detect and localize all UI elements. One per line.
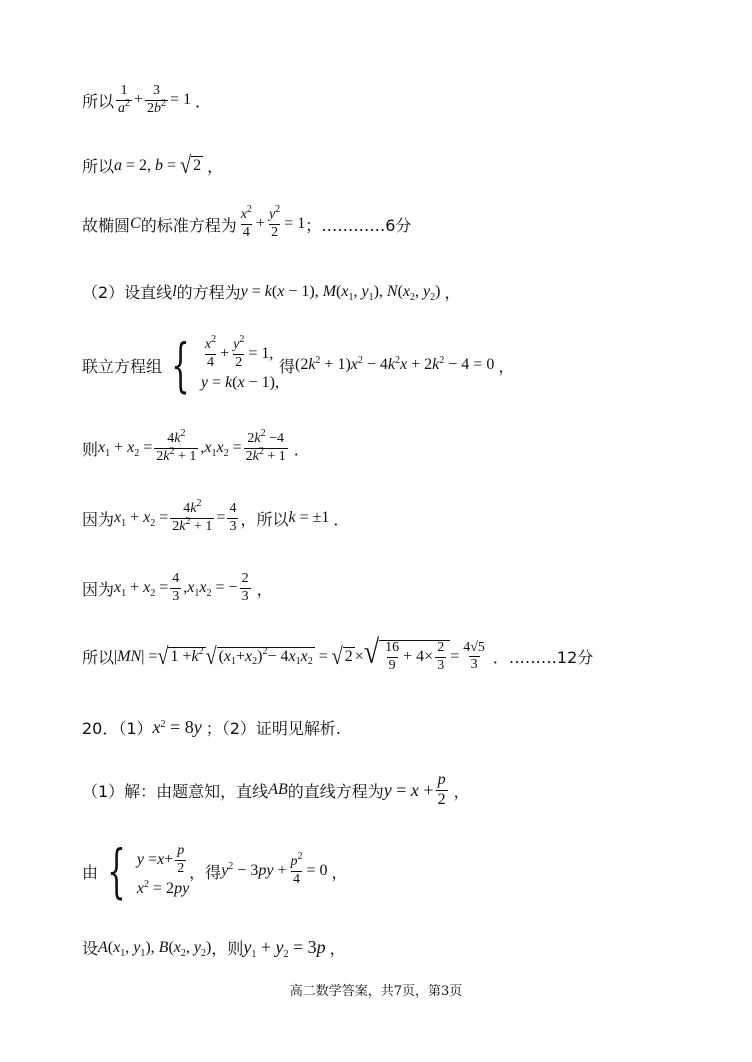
line-3-prefix: 故椭圆 (82, 215, 131, 235)
fraction-3-over-2b2: $\frac{3}{2b^2}$ (147, 83, 167, 116)
fraction-1-over-a2: $\frac{1}{a^2}$ (118, 83, 131, 116)
line-10-prefix: 20．（1） (82, 719, 153, 738)
line-10 (82, 716, 341, 739)
line-4-prefix: （2）设直线 (82, 283, 173, 302)
line-2: 所以 a = 2, b = √ 2 ， (82, 152, 224, 179)
fraction-sum-roots: $\frac{4k^2}{2k^2 + 1}$ (156, 428, 197, 464)
equation-system: $\frac{x^2}{4}$ + $\frac{y^2}{2}$ = 1, y = k(x − 1), (200, 333, 279, 392)
line-3: 故椭圆 C 的标准方程为 $\frac{x^2}{4}$ + $\frac{y^2}{2}$ = 1 ；…………6分 (82, 204, 412, 240)
line-4-mid: 的方程为 (176, 283, 241, 302)
line-7-mid: ，所以 (240, 509, 289, 529)
line-7-prefix: 因为 (82, 509, 115, 529)
page-footer: 高二数学答案，共7页，第3页 (289, 984, 463, 999)
line-5-prefix: 联立方程组 (82, 356, 163, 376)
line-5-suffix: ， (498, 356, 515, 376)
line-10-mid: ；（2）证明见解析. (205, 719, 341, 738)
line-13-prefix: 设 (82, 939, 99, 958)
line-2-suffix: ， (207, 157, 224, 176)
line-2-prefix: 所以 (82, 157, 115, 176)
system-brace: { (171, 331, 190, 399)
line-13-suffix: ， (329, 939, 346, 958)
quadratic-equation: $(2k^2 + 1)x^2 - 4k^2x + 2k^2 - 4 = 0$ (294, 355, 495, 373)
line-6: 则 $x_1 + x_2$ = $\frac{4k^2}{2k^2 + 1}$ $,x_1x_2$ = $\frac{2k^2 -4}{2k^2 + 1}$ ． (82, 428, 310, 464)
line-4-suffix: ， (444, 283, 461, 302)
line-1: 所以 $\frac{1}{a^2}$ + $\frac{3}{2b^2}$ = 1 ． (82, 83, 212, 116)
line-12-mid: ，得 (189, 862, 222, 882)
line-11-mid: 的直线方程为 (287, 781, 384, 801)
line-1-prefix: 所以 (82, 91, 115, 111)
line-12-prefix: 由 (82, 862, 99, 882)
line-label-l: l (172, 282, 177, 300)
line-9: 所以 |MN| = √ 1 + k 2 √ ( x 1 + x 2 ) 2 − 4 x 1 x 2 = √ 2 × √ $\frac{16}{9}$ + 4× $\frac{2}{3}$ = $\frac{4√5}{3}$ ．………12分 (82, 634, 594, 673)
line-5 (82, 331, 515, 399)
line-1-suffix: ． (195, 91, 212, 111)
answer-parabola: $x^2 = 8y$ (152, 717, 202, 737)
line-7-suffix: ． (333, 509, 350, 529)
fraction-x2-over-4: $\frac{x^2}{4}$ (240, 204, 252, 240)
line-11-suffix: ， (453, 781, 470, 801)
line-8-prefix: 因为 (82, 579, 115, 599)
line-label-ab: AB (268, 781, 288, 799)
line-11: （1）解：由题意知，直线 AB 的直线方程为 y = x + $\frac{p}{2}$ ， (82, 771, 470, 808)
line-12: 由 { y = x + $\frac{p}{2}$ $x^2 = 2py$ ，得 $y^2 - 3py$ + $\frac{p^2}{4}$ = 0 ， (82, 837, 348, 905)
line-8: 因为 $x_1 + x_2$ = $\frac{4}{3}$ $,x_1x_2$ = − $\frac{2}{3}$ ， (82, 571, 273, 604)
line-3-suffix: ；…………6分 (305, 215, 412, 235)
line-7: 因为 $x_1 + x_2$ = $\frac{4k^2}{2k^2 + 1}$ = $\frac{4}{3}$ ，所以 k = ±1 ． (82, 498, 350, 534)
system-brace-2: { (107, 837, 126, 905)
line-13: 设 $A(x_1$, $y_1$), $B(x_2$, $y_2$) ，则 $y_1 + y_2 = 3p$ ， (82, 937, 346, 960)
fraction-y2-over-2: $\frac{y^2}{2}$ (268, 204, 281, 240)
line-9-prefix: 所以 (82, 648, 115, 668)
fraction-4-over-3: $\frac{4}{3}$ (229, 501, 237, 534)
fraction-result: $\frac{4√5}{3}$ (463, 639, 485, 673)
line-6-suffix: ． (293, 439, 310, 459)
equation-system-2: y = x + $\frac{p}{2}$ $x^2 = 2py$ (136, 842, 190, 898)
fraction-p-over-2: $\frac{p}{2}$ (437, 771, 446, 808)
fraction-product-roots: $\frac{2k^2 -4}{2k^2 + 1}$ (245, 428, 286, 464)
line-9-suffix: ．………12分 (492, 648, 594, 668)
line-4-equation: y = k(x − 1), $M(x_1$, $y_1$), $N(x_2$, $y_2$) (240, 282, 441, 303)
ellipse-label-c: C (130, 215, 141, 233)
line-12-suffix: ， (331, 862, 348, 882)
sqrt-expression: √ $\frac{16}{9}$ + 4× $\frac{2}{3}$ (364, 640, 450, 673)
line-8-suffix: ， (256, 579, 273, 599)
line-3-mid: 的标准方程为 (140, 215, 237, 235)
line-11-prefix: （1）解：由题意知，直线 (82, 781, 269, 801)
line-13-mid: ，则 (211, 939, 244, 958)
line-6-prefix: 则 (82, 439, 99, 459)
line-4 (82, 280, 460, 303)
fraction-2-over-3: $\frac{2}{3}$ (241, 571, 249, 604)
sqrt-2: √ 2 (180, 152, 202, 179)
line-5-mid: 得 (278, 356, 295, 376)
